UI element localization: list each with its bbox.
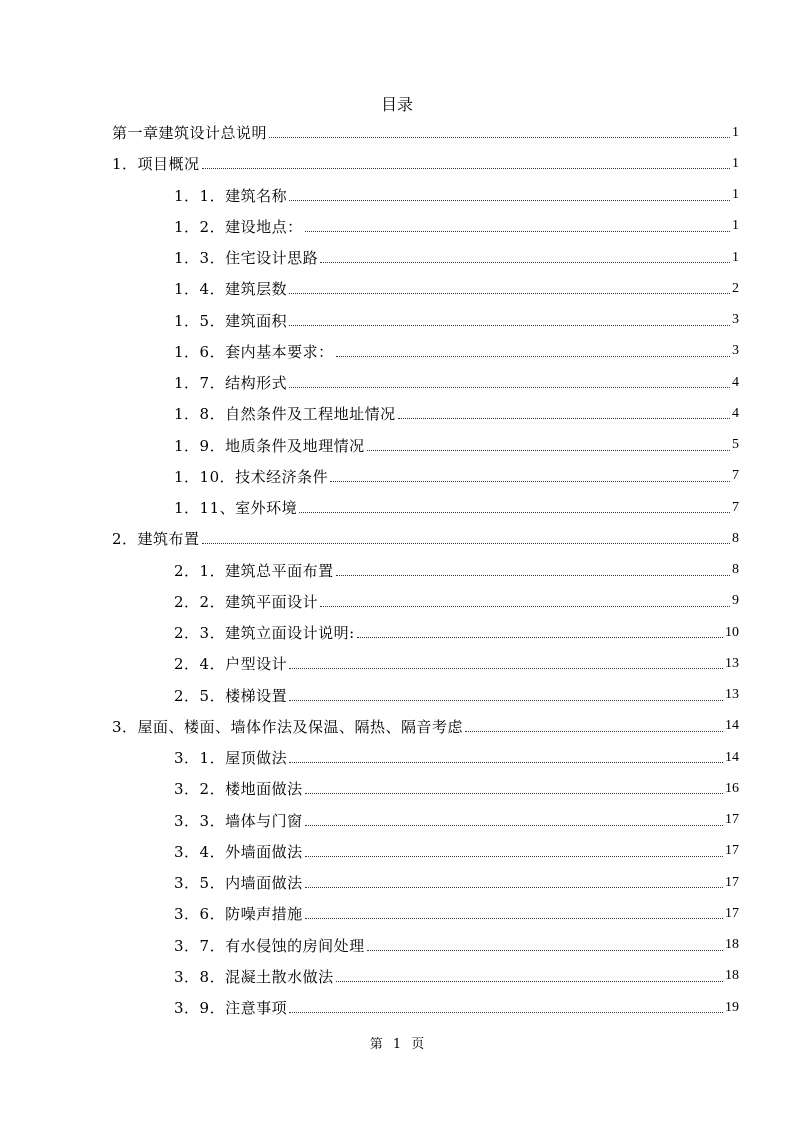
toc-entry-page: 1	[732, 155, 739, 171]
toc-entry-label: 1．1．建筑名称	[174, 186, 288, 205]
toc-entry-page: 13	[725, 687, 739, 703]
toc-entry[interactable]	[112, 836, 739, 867]
toc-entry-page: 3	[732, 343, 739, 359]
dot-leader	[398, 418, 730, 419]
toc-entry-label: 1．5．建筑面积	[174, 311, 288, 330]
toc-entry-page: 18	[725, 937, 739, 953]
page-footer: 第 1 页	[369, 1037, 425, 1052]
dot-leader	[269, 137, 730, 138]
toc-entry-label: 3．屋面、楼面、墙体作法及保温、隔热、隔音考虑	[112, 717, 464, 736]
toc-entry-label: 3．2．楼地面做法	[174, 780, 303, 799]
toc-entry-label: 第一章建筑设计总说明	[112, 124, 268, 143]
toc-entry-label: 2．建筑布置	[112, 530, 200, 549]
toc-entry[interactable]	[112, 867, 739, 898]
toc-entry-page: 2	[732, 280, 739, 296]
toc-entry[interactable]	[112, 117, 739, 148]
toc-entry[interactable]	[112, 711, 739, 742]
dot-leader	[289, 1012, 723, 1013]
toc-entry-page: 17	[725, 812, 739, 828]
toc-entry-page: 17	[725, 843, 739, 859]
toc-entry[interactable]	[112, 336, 739, 367]
dot-leader	[305, 887, 723, 888]
toc-entry-page: 16	[725, 780, 739, 796]
toc-entry-label: 3．6．防噪声措施	[174, 905, 303, 924]
dot-leader	[305, 918, 723, 919]
toc-entry-page: 1	[732, 249, 739, 265]
toc-entry[interactable]	[112, 555, 739, 586]
dot-leader	[330, 481, 730, 482]
toc-entry-label: 1．10．技术经济条件	[174, 467, 329, 486]
toc-title: 目录	[380, 95, 413, 114]
dot-leader	[202, 168, 730, 169]
toc-entry-page: 8	[732, 530, 739, 546]
toc-entry-page: 7	[732, 468, 739, 484]
toc-entry[interactable]	[112, 492, 739, 523]
toc-entry-label: 3．3．墙体与门窗	[174, 811, 303, 830]
dot-leader	[289, 325, 730, 326]
toc-entry-page: 5	[732, 437, 739, 453]
toc-entry-page: 14	[725, 718, 739, 734]
toc-entry[interactable]	[112, 305, 739, 336]
toc-entry-label: 1．9．地质条件及地理情况	[174, 436, 365, 455]
toc-entry-label: 3．4．外墙面做法	[174, 842, 303, 861]
dot-leader	[465, 731, 723, 732]
toc-entry-page: 10	[725, 624, 739, 640]
toc-entry-label: 2．5．楼梯设置	[174, 686, 288, 705]
dot-leader	[289, 762, 723, 763]
dot-leader	[202, 543, 730, 544]
toc-entry-label: 3．9．注意事项	[174, 999, 288, 1018]
toc-entry[interactable]	[112, 898, 739, 929]
dot-leader	[305, 856, 723, 857]
dot-leader	[305, 793, 723, 794]
toc-entry-page: 4	[732, 405, 739, 421]
dot-leader	[357, 637, 723, 638]
toc-entry[interactable]	[112, 461, 739, 492]
toc-entry[interactable]	[112, 586, 739, 617]
toc-entry-label: 1．7．结构形式	[174, 374, 288, 393]
dot-leader	[367, 450, 730, 451]
toc-entry-page: 7	[732, 499, 739, 515]
toc-entry-page: 3	[732, 312, 739, 328]
toc-entry-page: 4	[732, 374, 739, 390]
toc-entry-label: 1．4．建筑层数	[174, 280, 288, 299]
toc-entry-label: 3．5．内墙面做法	[174, 874, 303, 893]
toc-entry-label: 2．1．建筑总平面布置	[174, 561, 334, 580]
toc-entry-page: 1	[732, 187, 739, 203]
toc-entry-label: 2．4．户型设计	[174, 655, 288, 674]
toc-entry-page: 14	[725, 749, 739, 765]
toc-entry[interactable]	[112, 961, 739, 992]
toc-entry[interactable]	[112, 430, 739, 461]
toc-entry[interactable]	[112, 930, 739, 961]
dot-leader	[320, 606, 730, 607]
toc-entry-label: 1．2．建设地点：	[174, 217, 303, 236]
toc-entry-label: 1．11、室外环境	[174, 499, 298, 518]
table-of-contents	[112, 117, 739, 1023]
dot-leader	[299, 512, 730, 513]
toc-entry-page: 1	[732, 124, 739, 140]
toc-entry[interactable]	[112, 523, 739, 554]
dot-leader	[336, 356, 730, 357]
toc-entry[interactable]	[112, 367, 739, 398]
toc-entry[interactable]	[112, 617, 739, 648]
toc-entry-label: 3．1．屋顶做法	[174, 749, 288, 768]
dot-leader	[289, 700, 723, 701]
toc-entry-label: 3．8．混凝土散水做法	[174, 967, 334, 986]
toc-entry-label: 1．3．住宅设计思路	[174, 249, 319, 268]
toc-entry-page: 19	[725, 999, 739, 1015]
dot-leader	[320, 262, 730, 263]
toc-entry[interactable]	[112, 180, 739, 211]
dot-leader	[289, 293, 730, 294]
toc-entry-label: 2．3．建筑立面设计说明:	[174, 624, 355, 643]
toc-entry-label: 1．项目概况	[112, 155, 200, 174]
toc-entry[interactable]	[112, 148, 739, 179]
toc-entry-page: 13	[725, 655, 739, 671]
dot-leader	[305, 231, 730, 232]
dot-leader	[289, 668, 723, 669]
toc-entry[interactable]	[112, 398, 739, 429]
toc-entry[interactable]	[112, 992, 739, 1023]
toc-entry-page: 17	[725, 874, 739, 890]
toc-entry[interactable]	[112, 211, 739, 242]
toc-entry[interactable]	[112, 648, 739, 679]
toc-entry[interactable]	[112, 805, 739, 836]
dot-leader	[289, 387, 730, 388]
dot-leader	[336, 575, 730, 576]
dot-leader	[367, 950, 723, 951]
toc-entry[interactable]	[112, 680, 739, 711]
toc-entry-page: 9	[732, 593, 739, 609]
toc-entry[interactable]	[112, 242, 739, 273]
toc-entry-label: 3．7．有水侵蚀的房间处理	[174, 936, 365, 955]
dot-leader	[336, 981, 723, 982]
toc-entry[interactable]	[112, 273, 739, 304]
toc-entry[interactable]	[112, 773, 739, 804]
toc-entry[interactable]	[112, 742, 739, 773]
toc-entry-label: 1．6．套内基本要求：	[174, 342, 334, 361]
toc-entry-page: 1	[732, 218, 739, 234]
toc-entry-page: 18	[725, 968, 739, 984]
toc-entry-page: 17	[725, 905, 739, 921]
dot-leader	[289, 200, 730, 201]
toc-entry-label: 1．8．自然条件及工程地址情况	[174, 405, 396, 424]
toc-entry-page: 8	[732, 562, 739, 578]
dot-leader	[305, 825, 723, 826]
toc-entry-label: 2．2．建筑平面设计	[174, 592, 319, 611]
